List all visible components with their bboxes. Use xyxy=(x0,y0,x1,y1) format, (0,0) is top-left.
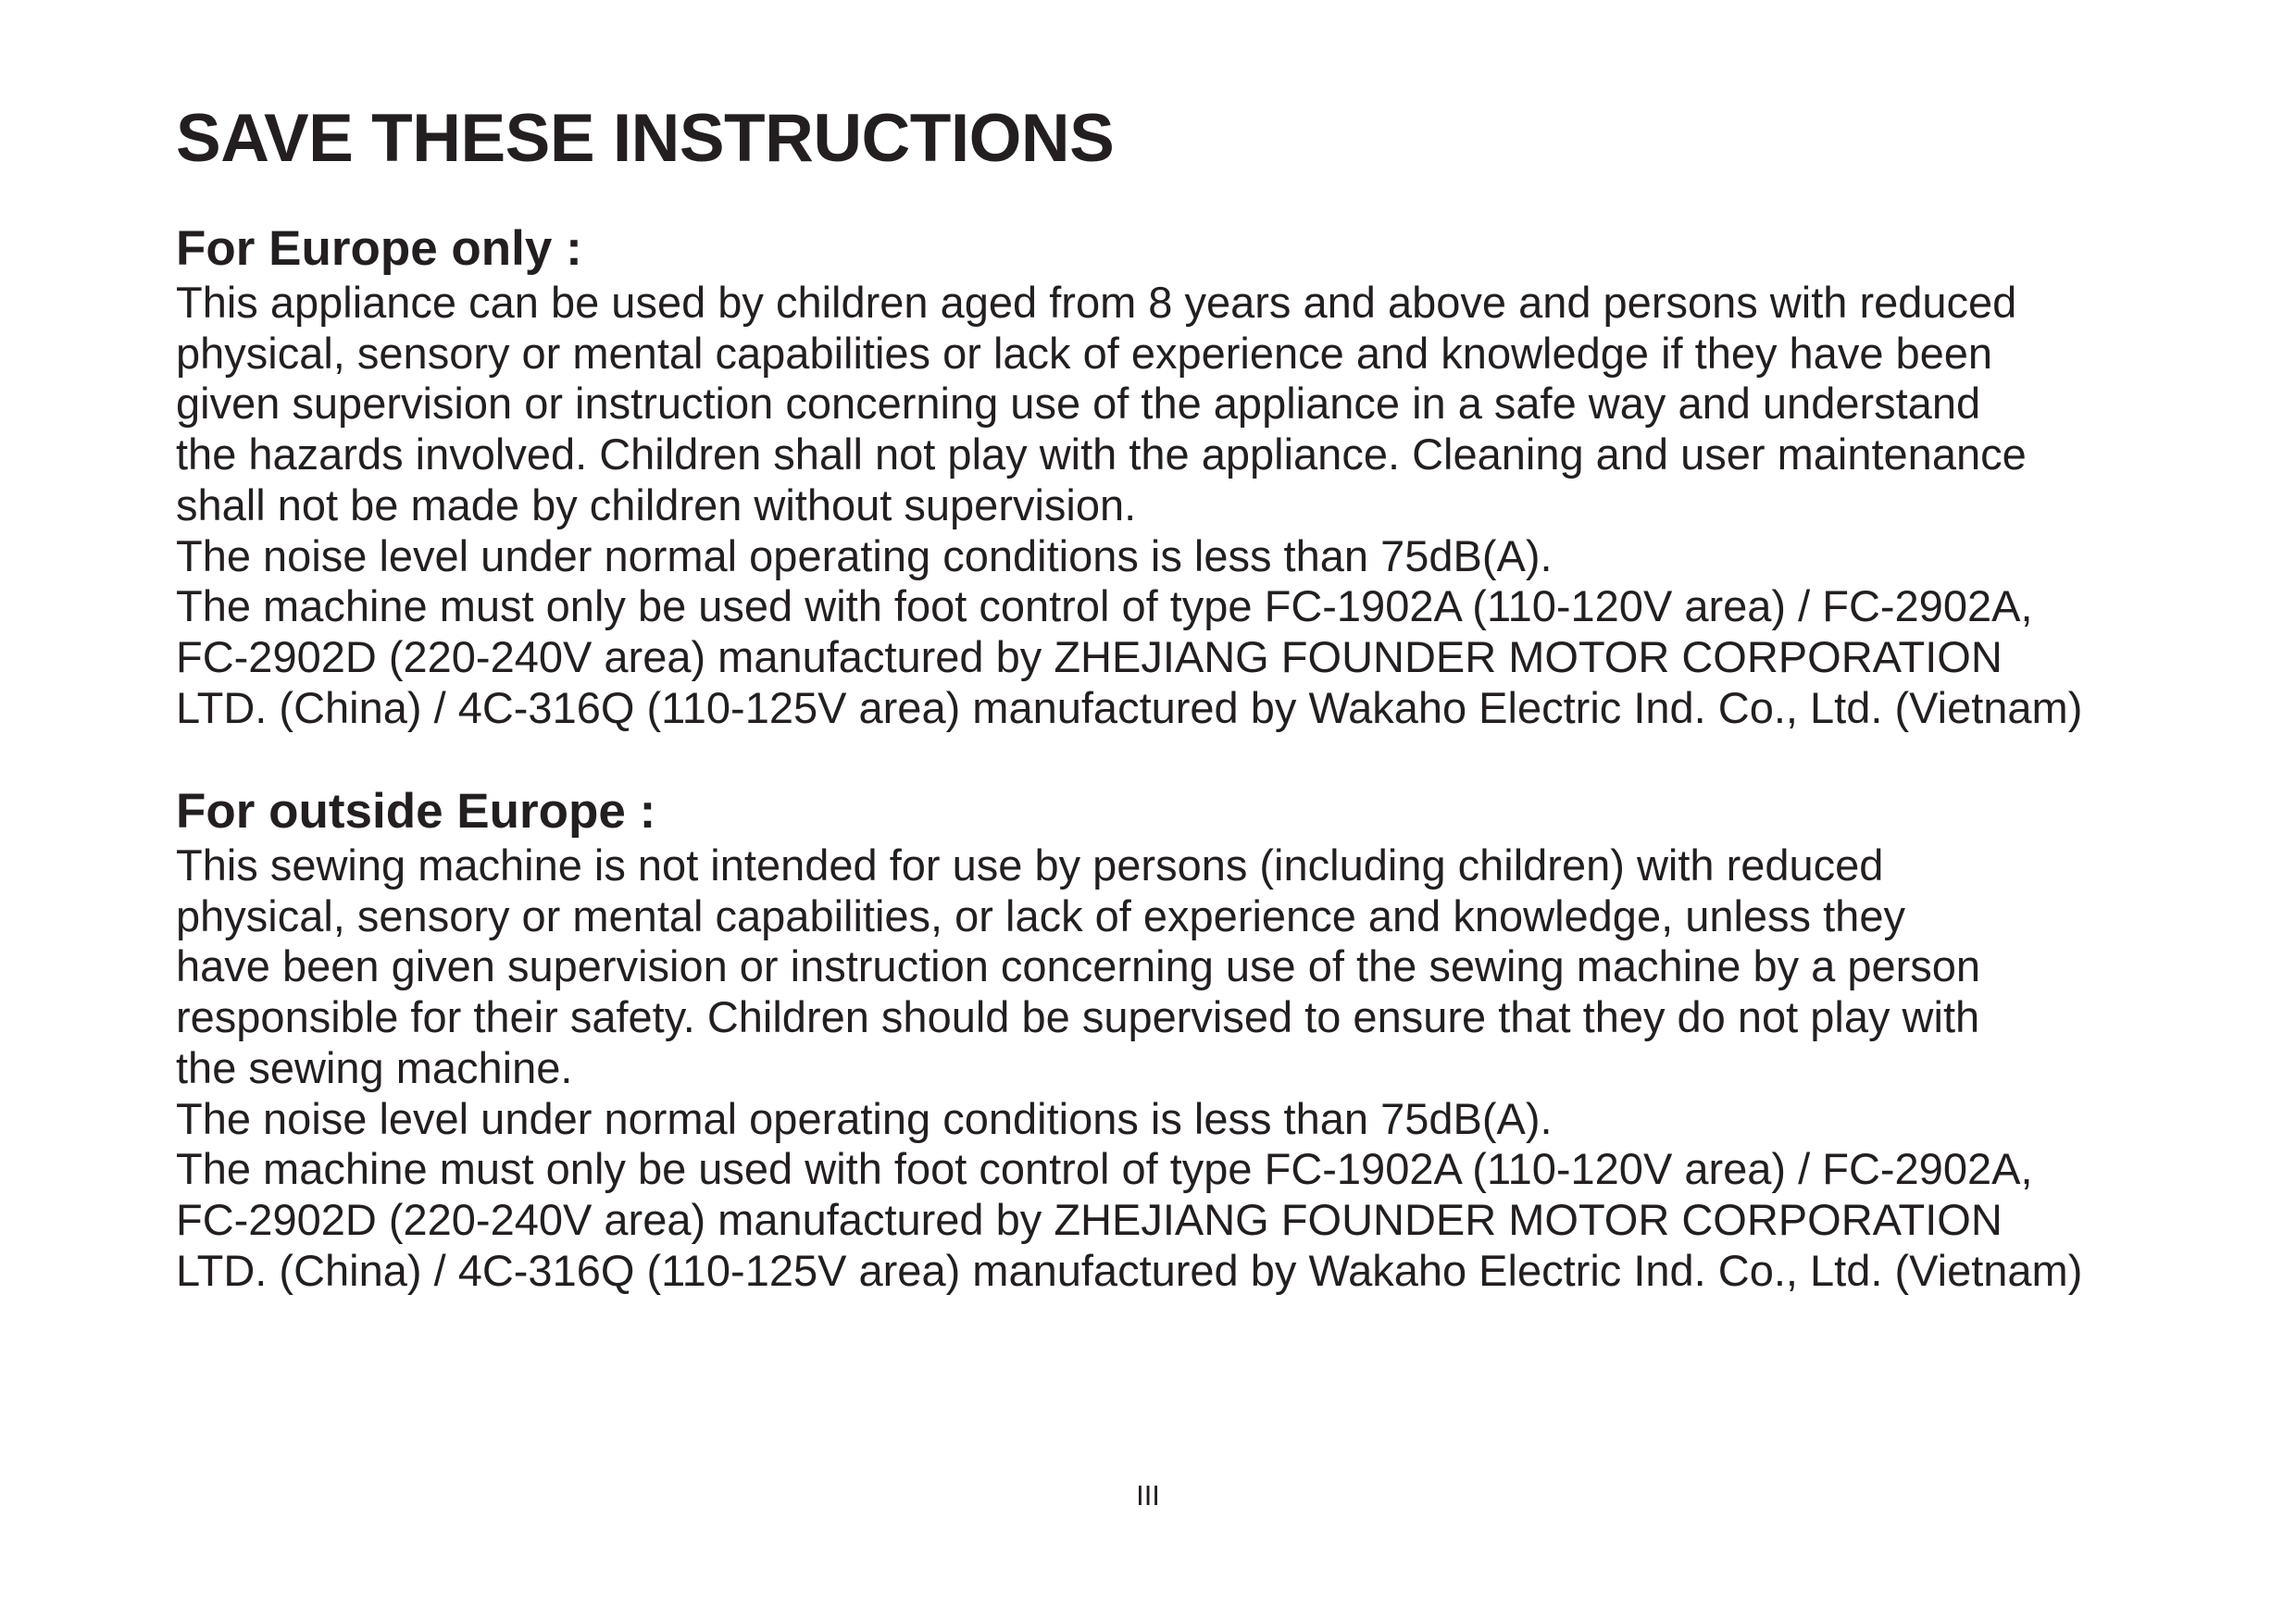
text-line: The machine must only be used with foot control of type FC-1902A (110-120V area) / FC-2902A, xyxy=(176,581,2033,631)
text-line: The noise level under normal operating conditions is less than 75dB(A). xyxy=(176,530,1553,580)
text-line: shall not be made by children without supervision. xyxy=(176,479,1137,529)
text-line: have been given supervision or instruction concerning use of the sewing machine by a person xyxy=(176,941,1981,991)
text-line: The machine must only be used with foot control of type FC-1902A (110-120V area) / FC-2902A, xyxy=(176,1144,2033,1194)
text-line: LTD. (China) / 4C-316Q (110-125V area) manufactured by Wakaho Electric Ind. Co., Ltd. (Vietnam) xyxy=(176,682,2083,732)
text-line: responsible for their safety. Children should be supervised to ensure that they do not play with xyxy=(176,992,1980,1042)
section-outside-europe xyxy=(176,783,2277,1296)
text-line: FC-2902D (220-240V area) manufactured by ZHEJIANG FOUNDER MOTOR CORPORATION xyxy=(176,1194,2003,1244)
section-body xyxy=(176,278,2277,733)
section-body xyxy=(176,840,2277,1296)
text-line: physical, sensory or mental capabilities, or lack of experience and knowledge, unless they xyxy=(176,890,1905,940)
section-heading: For outside Europe : xyxy=(176,784,656,839)
text-line: The noise level under normal operating conditions is less than 75dB(A). xyxy=(176,1093,1553,1143)
section-heading: For Europe only : xyxy=(176,221,582,276)
text-line: This appliance can be used by children aged from 8 years and above and persons with reduced xyxy=(176,278,2017,327)
text-line: FC-2902D (220-240V area) manufactured by ZHEJIANG FOUNDER MOTOR CORPORATION xyxy=(176,631,2003,681)
section-europe-only xyxy=(176,220,2277,733)
text-line: the sewing machine. xyxy=(176,1042,573,1092)
text-line: LTD. (China) / 4C-316Q (110-125V area) manufactured by Wakaho Electric Ind. Co., Ltd. (Vietnam) xyxy=(176,1245,2083,1295)
text-line: given supervision or instruction concerning use of the appliance in a safe way and understand xyxy=(176,379,1981,429)
page-title: SAVE THESE INSTRUCTIONS xyxy=(176,101,1115,176)
text-line: physical, sensory or mental capabilities or lack of experience and knowledge if they have been xyxy=(176,328,1993,378)
page-number: III xyxy=(1136,1479,1160,1512)
text-line: the hazards involved. Children shall not play with the appliance. Cleaning and user maintenance xyxy=(176,429,2027,479)
text-line: This sewing machine is not intended for use by persons (including children) with reduced xyxy=(176,840,1884,890)
